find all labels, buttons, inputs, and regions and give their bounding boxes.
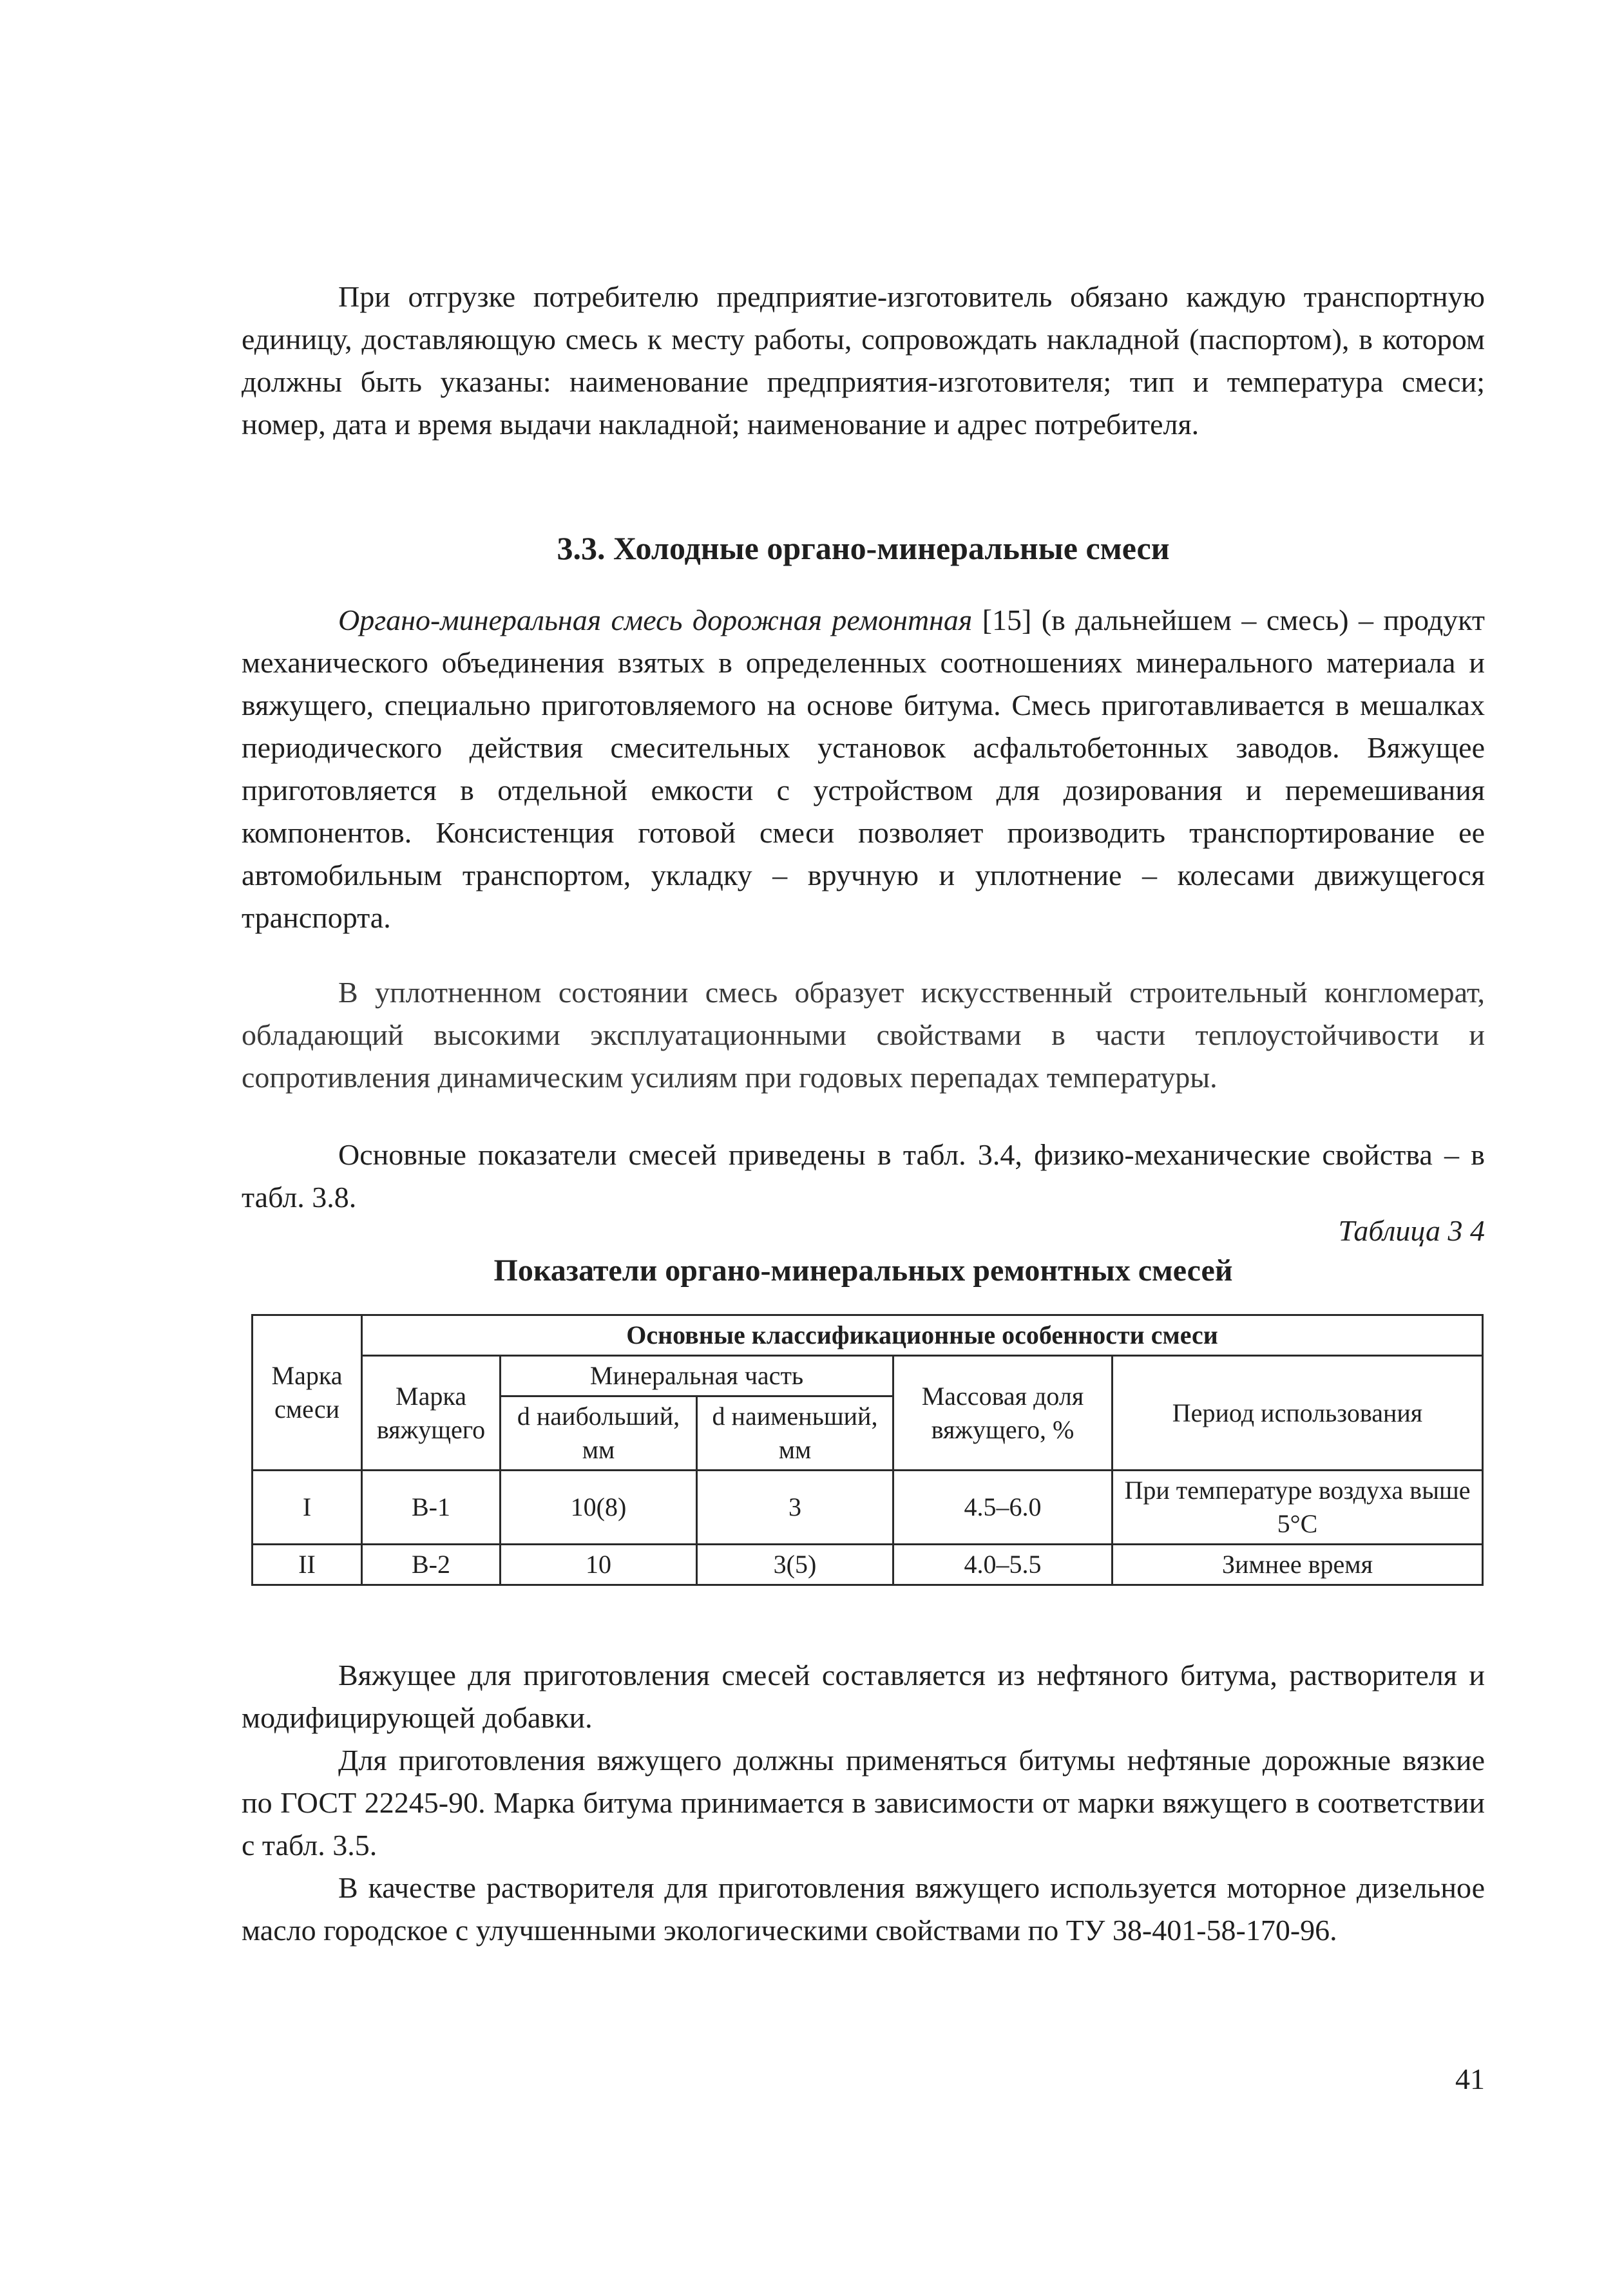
header-binder-mark: Марка вяжущего [362, 1356, 501, 1471]
header-mix-mark: Марка смеси [253, 1315, 362, 1471]
cell-d-max: 10(8) [501, 1471, 697, 1545]
cell-period: Зимнее время [1113, 1545, 1483, 1585]
definition-text: [15] (в дальнейшем – смесь) – продукт механического объединения взятых в определенных соотношениях минерального материала и вяжущего, специально приготовляемого на основе битума. Смесь приготавливается в мешалках периодического действия смесительных установок асфальтобетонных заводов. Вяжущее приготовляется в отдельной емкости с устройством для дозирования и перемешивания компонентов. Консистенция готовой смеси позволяет производить транспортирование ее автомобильным транспортом, укладку – вручную и уплотнение – колесами движущегося транспорта. [242, 604, 1485, 934]
table-row [253, 1545, 1483, 1585]
cell-share: 4.0–5.5 [893, 1545, 1113, 1585]
header-group-features: Основные классификационные особенности смеси [362, 1315, 1483, 1356]
header-d-max: d наибольший, мм [501, 1396, 697, 1471]
cell-mark: II [253, 1545, 362, 1585]
indicators-table [251, 1314, 1484, 1586]
cell-mark: I [253, 1471, 362, 1545]
table-title: Показатели органо-минеральных ремонтных смесей [493, 1253, 1233, 1288]
header-binder-share: Массовая доля вяжущего, % [893, 1356, 1113, 1471]
header-mineral-part: Минеральная часть [501, 1356, 893, 1396]
cell-binder: В-1 [362, 1471, 501, 1545]
paragraph-bitumen: Для приготовления вяжущего должны применяться битумы нефтяные дорожные вязкие по ГОСТ 22245-90. Марка битума принимается в зависимости от марки вяжущего в соответствии с табл. 3.5. [242, 1744, 1485, 1862]
header-usage-period: Период использования [1113, 1356, 1483, 1471]
paragraph-compacted-state: В уплотненном состоянии смесь образует искусственный строительный конгломерат, обладающий высокими эксплуатационными свойствами в части теплоустойчивости и сопротивления динамическим усилиям при годовых перепадах температуры. [242, 976, 1485, 1094]
header-d-min: d наименьший, мм [697, 1396, 893, 1471]
cell-d-min: 3 [697, 1471, 893, 1545]
paragraph-main-indicators: Основные показатели смесей приведены в табл. 3.4, физико-механические свойства – в табл. 3.8. [242, 1138, 1485, 1214]
paragraph-definition [242, 599, 1485, 939]
paragraph-binder-composition: Вяжущее для приготовления смесей составляется из нефтяного битума, растворителя и модифицирующей добавки. [242, 1659, 1485, 1734]
cell-binder: В-2 [362, 1545, 501, 1585]
cell-share: 4.5–6.0 [893, 1471, 1113, 1545]
paragraph-shipping: При отгрузке потребителю предприятие-изготовитель обязано каждую транспортную единицу, доставляющую смесь к месту работы, сопровождать накладной (паспортом), в котором должны быть указаны: наименование предприятия-изготовителя; тип и температура смеси; номер, дата и время выдачи накладной; наименование и адрес потребителя. [242, 280, 1485, 441]
definition-term: Органо-минеральная смесь дорожная ремонтная [338, 604, 973, 636]
table-caption: Таблица 3 4 [1338, 1214, 1485, 1247]
section-heading: 3.3. Холодные органо-минеральные смеси [557, 530, 1170, 566]
paragraph-solvent: В качестве растворителя для приготовления вяжущего используется моторное дизельное масло городское с улучшенными экологическими свойствами по ТУ 38-401-58-170-96. [242, 1871, 1485, 1947]
cell-period: При температуре воздуха выше 5°С [1113, 1471, 1483, 1545]
cell-d-max: 10 [501, 1545, 697, 1585]
indicators-table-wrapper [251, 1314, 1482, 1586]
table-row [253, 1471, 1483, 1545]
page-number: 41 [1455, 2063, 1485, 2095]
cell-d-min: 3(5) [697, 1545, 893, 1585]
